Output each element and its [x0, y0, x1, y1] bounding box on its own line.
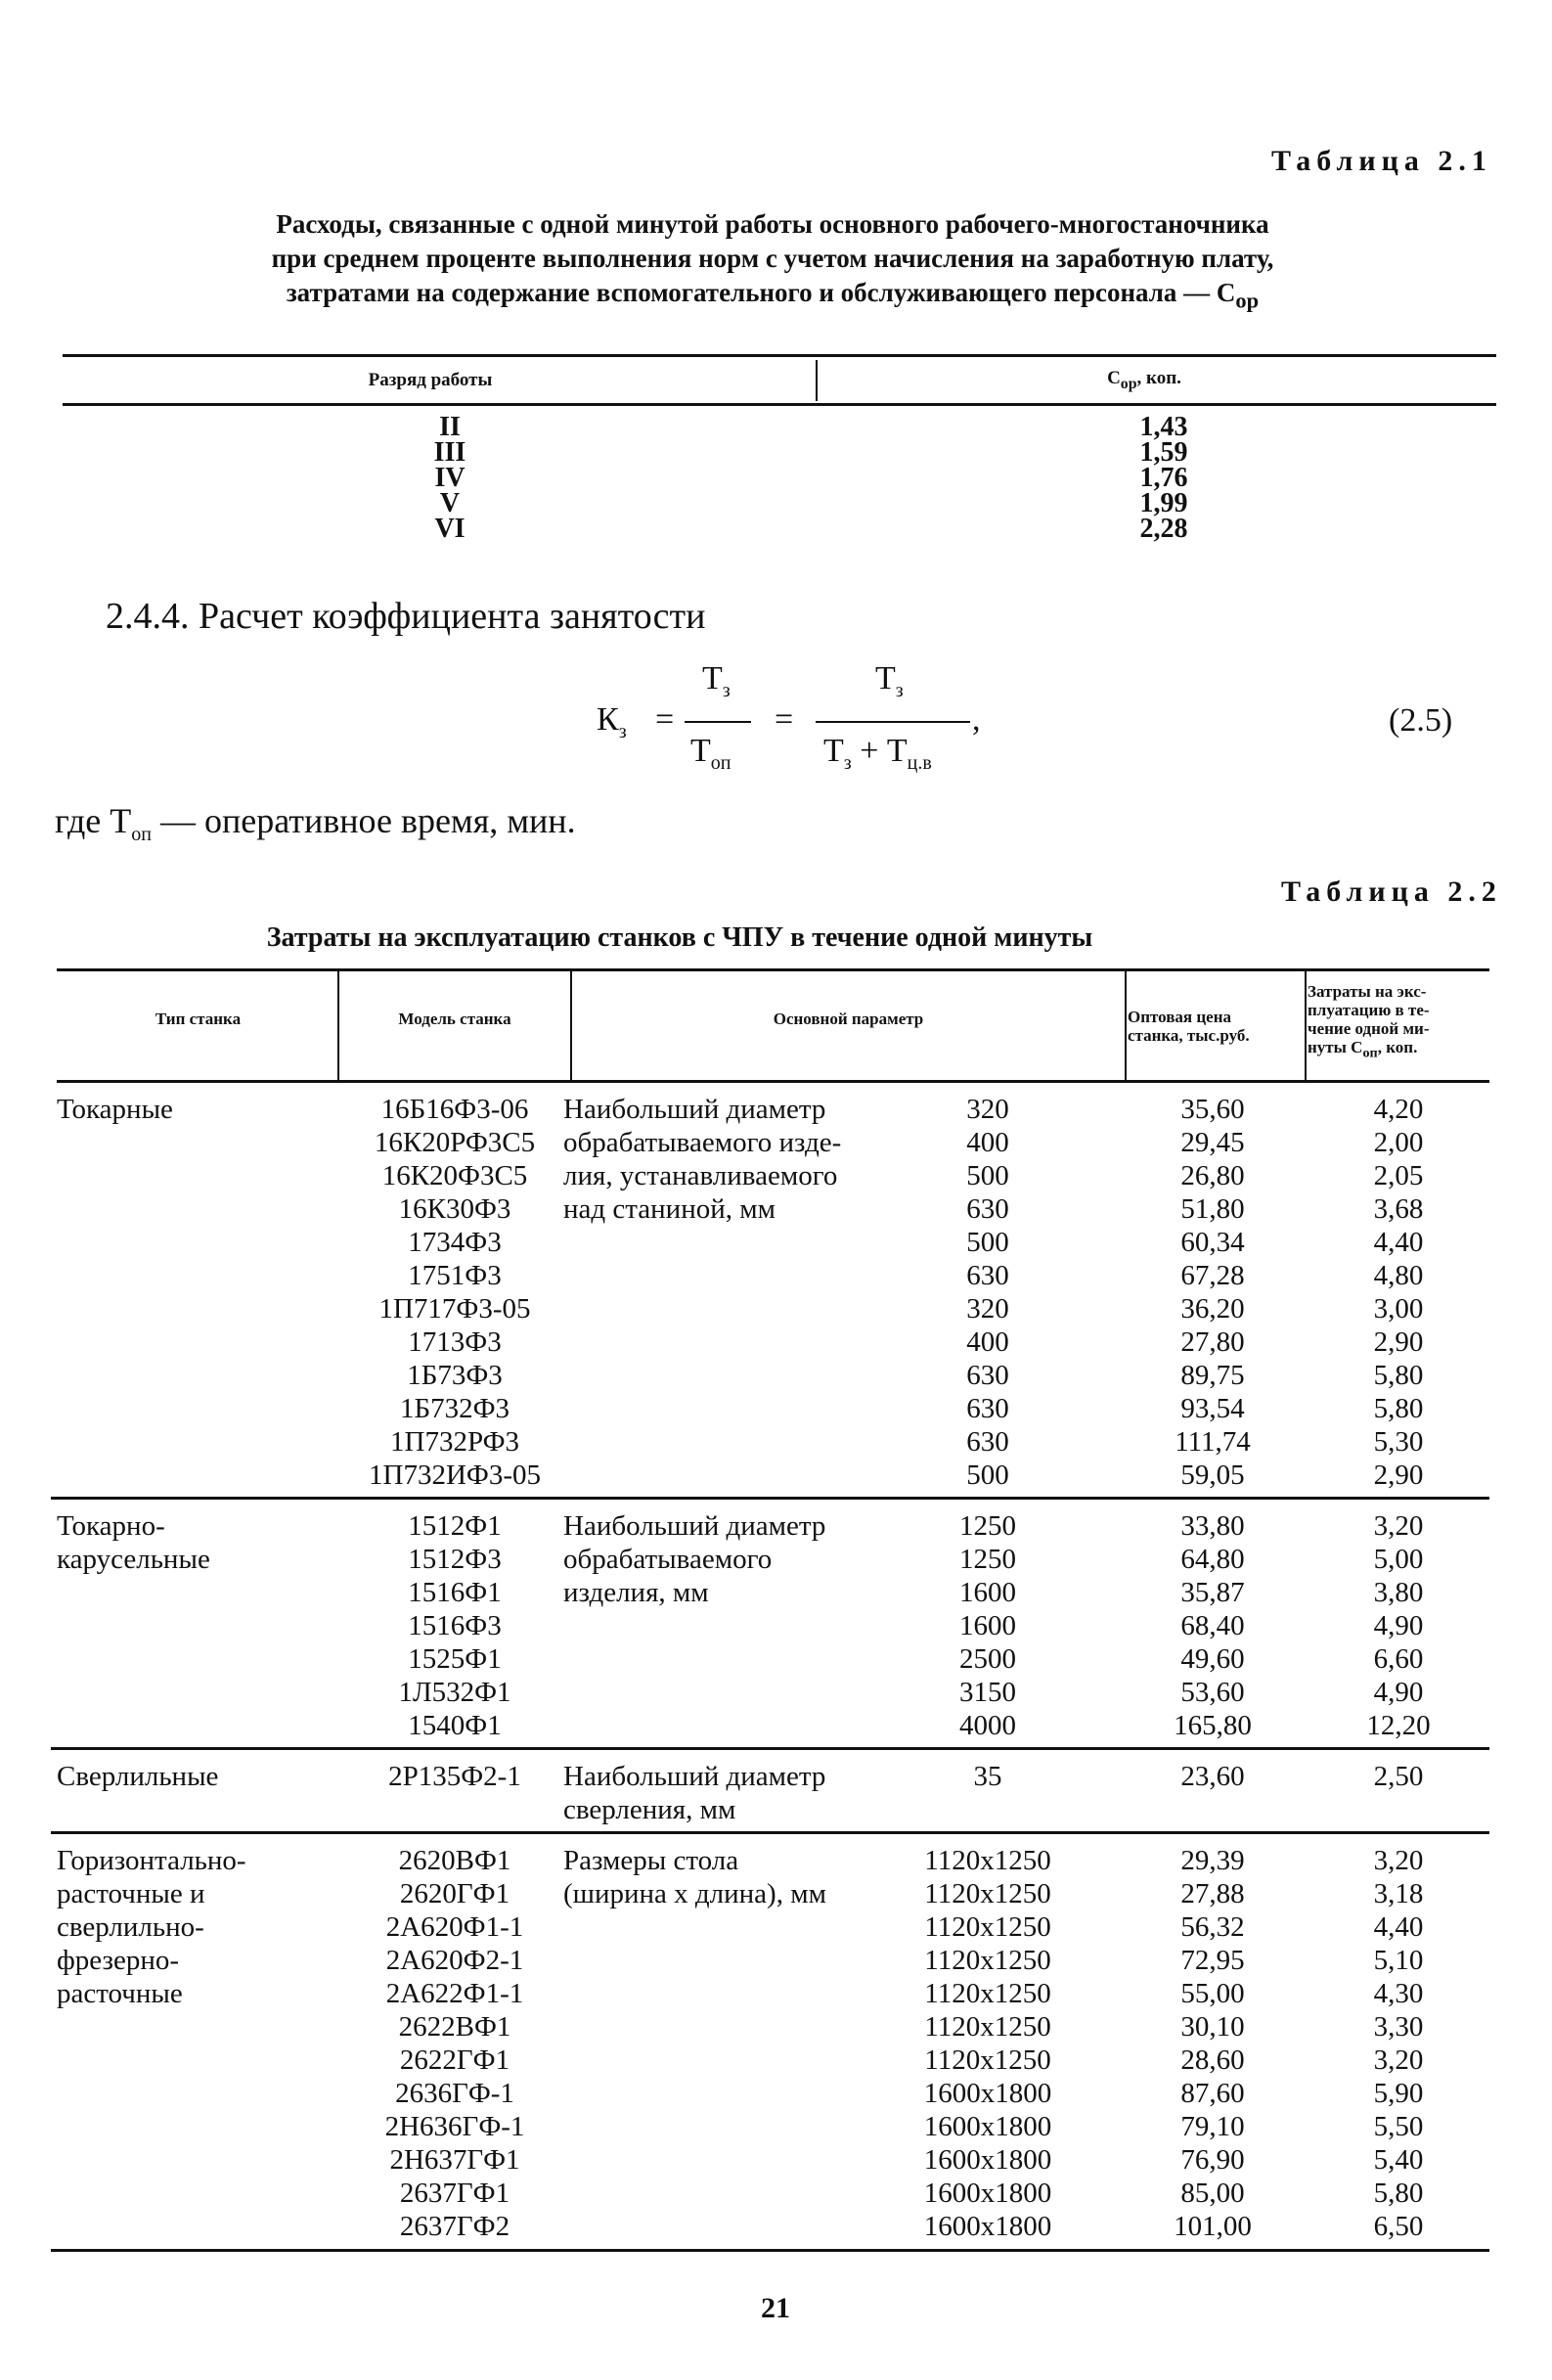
formula-eq-1: = — [655, 701, 675, 738]
formula-where-prefix: где Т — [55, 801, 132, 840]
table-row-cost: 5,80 — [1373, 1393, 1424, 1424]
table2-top-rule — [57, 968, 1489, 971]
table2-header-cost — [1308, 982, 1489, 1062]
table-row-param-value: 1120х1250 — [924, 1978, 1051, 2009]
table-row-param-value: 4000 — [959, 1710, 1016, 1741]
formula-where-line — [55, 800, 576, 846]
table-row-cost: 5,80 — [1373, 2178, 1424, 2209]
table-row-cost: 4,90 — [1373, 1610, 1424, 1641]
table-row-param-value: 320 — [966, 1293, 1009, 1325]
table-row-price: 29,45 — [1180, 1127, 1245, 1158]
table1-caption-line-1: Расходы, связанные с одной минутой работы основного рабочего-многостаночника — [276, 209, 1269, 239]
table-row-cost: 3,80 — [1373, 1577, 1424, 1608]
table-row-param-value: 1120х1250 — [924, 1911, 1051, 1943]
table-row-cost: 4,40 — [1373, 1227, 1424, 1258]
table-row-price: 55,00 — [1180, 1978, 1245, 2009]
table-row-param-value: 1120х1250 — [924, 2011, 1051, 2043]
formula-where-rest: — оперативное время, мин. — [151, 801, 576, 840]
table-row-model: 1Л532Ф1 — [398, 1677, 511, 1708]
formula-where-sub: оп — [131, 824, 152, 846]
table1-col-divider — [816, 360, 818, 401]
table-row-model: 16Б16Ф3-06 — [380, 1094, 529, 1125]
table2-vline-4 — [1305, 971, 1307, 1080]
table-row-cost: 5,10 — [1373, 1945, 1424, 1976]
machine-type-line: фрезерно- — [57, 1945, 180, 1976]
parameter-line: Наибольший диаметр — [563, 1510, 826, 1542]
table2-header-cost-line-3: чение одной ми- — [1308, 1019, 1430, 1038]
table-row-price: 53,60 — [1180, 1677, 1245, 1708]
table2-header-cost-line-2: плуатацию в те- — [1308, 1001, 1430, 1019]
table-row-price: 36,20 — [1180, 1293, 1245, 1325]
formula-eq-2: = — [775, 701, 794, 738]
table-row-param-value: 630 — [966, 1360, 1009, 1391]
table-row-cost: 5,80 — [1373, 1360, 1424, 1391]
page-number: 21 — [761, 2292, 790, 2324]
formula-numerator-1: $Т_з$ — [702, 660, 731, 701]
table-row-model: 1П732ИФ3-05 — [369, 1459, 541, 1491]
table-row-param-value: 500 — [966, 1160, 1009, 1191]
parameter-line: (ширина х длина), мм — [563, 1878, 826, 1909]
table1-value: 1,59 — [1139, 437, 1188, 468]
table1-grades — [391, 412, 509, 544]
table-row-param-value: 1250 — [959, 1544, 1016, 1575]
table-row-price: 59,05 — [1180, 1459, 1245, 1491]
table2-header-type: Тип станка — [155, 1010, 242, 1028]
table-row-cost: 3,20 — [1373, 2044, 1424, 2076]
table-row-price: 93,54 — [1180, 1393, 1245, 1424]
table-row-param-value: 400 — [966, 1127, 1009, 1158]
table-row-model: 2620ВФ1 — [398, 1845, 511, 1876]
table-row-param-value: 1120х1250 — [924, 1845, 1051, 1876]
table2-header-price-line-2: станка, тыс.руб. — [1128, 1026, 1250, 1045]
table-row-price: 89,75 — [1180, 1360, 1245, 1391]
machine-type-line: расточные и — [57, 1878, 205, 1909]
table-row-param-value: 320 — [966, 1094, 1009, 1125]
table-row-model: 2622ВФ1 — [398, 2011, 511, 2043]
table-row-param-value: 1120х1250 — [924, 2044, 1051, 2076]
machine-type-line: сверлильно- — [57, 1911, 204, 1943]
parameter-line: обрабатываемого — [563, 1544, 773, 1575]
table1-value: 1,76 — [1139, 463, 1188, 493]
table-row-model: 2Н636ГФ-1 — [384, 2111, 525, 2142]
table-row-model: 16К20Ф3С5 — [381, 1160, 528, 1191]
table-row-model: 2636ГФ-1 — [395, 2078, 514, 2109]
table-row-param-value: 500 — [966, 1227, 1009, 1258]
table-row-model: 1512Ф3 — [408, 1544, 502, 1575]
formula — [597, 660, 1007, 787]
table-row-model: 1516Ф3 — [408, 1610, 502, 1641]
parameter-line: Размеры стола — [563, 1845, 739, 1876]
table-row-cost: 3,68 — [1373, 1193, 1424, 1225]
table-row-cost: 4,40 — [1373, 1911, 1424, 1943]
table1-grade: VI — [434, 514, 466, 544]
table-row-price: 49,60 — [1180, 1643, 1245, 1675]
table-row-model: 1Б73Ф3 — [407, 1360, 503, 1391]
table1-col2-header-main: С — [1107, 368, 1121, 388]
table-row-model: 1734Ф3 — [408, 1227, 502, 1258]
group-divider-rule — [51, 1747, 1489, 1750]
formula-lhs: $К_з$ — [597, 701, 627, 742]
parameter-line: сверления, мм — [563, 1794, 736, 1825]
table-row-cost: 5,40 — [1373, 2144, 1424, 2176]
machine-type-line: карусельные — [57, 1544, 210, 1575]
table2-header-cost-line-1: Затраты на экс- — [1308, 982, 1427, 1001]
table1-grade: III — [433, 437, 466, 468]
table1-caption-line-2: при среднем проценте выполнения норм с учетом начисления на заработную плату, — [271, 244, 1274, 273]
table-row-price: 35,60 — [1180, 1094, 1245, 1125]
table2-title: Затраты на эксплуатацию станков с ЧПУ в течение одной минуты — [266, 922, 1093, 953]
machine-type-line: Токарно- — [57, 1510, 165, 1542]
table2-header-price — [1128, 1008, 1304, 1045]
table-row-param-value: 400 — [966, 1326, 1009, 1358]
table1-value: 1,43 — [1139, 412, 1188, 442]
table-row-model: 2А622Ф1-1 — [385, 1978, 524, 2009]
table-row-price: 30,10 — [1180, 2011, 1245, 2043]
table-row-model: 1540Ф1 — [408, 1710, 502, 1741]
table-row-price: 111,74 — [1175, 1426, 1251, 1458]
table-row-param-value: 35 — [973, 1761, 1002, 1792]
table-row-model: 1П732РФ3 — [390, 1426, 519, 1458]
table-row-param-value: 1600 — [959, 1610, 1016, 1641]
table-row-price: 26,80 — [1180, 1160, 1245, 1191]
table-row-price: 64,80 — [1180, 1544, 1245, 1575]
table-row-price: 27,88 — [1180, 1878, 1245, 1909]
table-row-cost: 5,90 — [1373, 2078, 1424, 2109]
parameter-line: обрабатываемого изде- — [563, 1127, 842, 1158]
table-row-cost: 3,00 — [1373, 1293, 1424, 1325]
formula-fraction-bar-2 — [816, 721, 970, 723]
parameter-line: над станиной, мм — [563, 1193, 776, 1225]
table-row-price: 56,32 — [1180, 1911, 1245, 1943]
formula-number: (2.5) — [1389, 702, 1453, 739]
table-row-cost: 4,90 — [1373, 1677, 1424, 1708]
table-row-cost: 5,30 — [1373, 1426, 1424, 1458]
table-row-cost: 4,80 — [1373, 1260, 1424, 1291]
table1-value: 2,28 — [1139, 514, 1188, 544]
table-row-param-value: 630 — [966, 1426, 1009, 1458]
table-row-cost: 2,90 — [1373, 1326, 1424, 1358]
table-row-model: 2Н637ГФ1 — [389, 2144, 520, 2176]
table-row-param-value: 3150 — [959, 1677, 1016, 1708]
table-row-param-value: 630 — [966, 1260, 1009, 1291]
table-row-cost: 5,00 — [1373, 1544, 1424, 1575]
table-row-cost: 12,20 — [1366, 1710, 1431, 1741]
table1-caption-line-3-text: затратами на содержание вспомогательного и обслуживающего персонала — С — [286, 278, 1236, 307]
table-row-param-value: 1600 — [959, 1577, 1016, 1608]
table-row-param-value: 1600х1800 — [923, 2111, 1052, 2142]
table1-grade: II — [439, 412, 461, 442]
table-row-param-value: 1120х1250 — [924, 1878, 1051, 1909]
table-row-model: 2637ГФ2 — [399, 2211, 510, 2242]
table-row-model: 16К20РФ3С5 — [374, 1127, 536, 1158]
table-row-param-value: 500 — [966, 1459, 1009, 1491]
table-row-price: 165,80 — [1174, 1710, 1252, 1741]
table-row-model: 16К30Ф3 — [398, 1193, 511, 1225]
table1-caption-line-3 — [98, 276, 1447, 317]
table1-value: 1,99 — [1139, 488, 1188, 518]
formula-denominator-2: $Т_з + Т_{ц.в}$ — [823, 733, 932, 774]
table-row-param-value: 1600х1800 — [923, 2078, 1052, 2109]
table2-bottom-rule — [51, 2249, 1489, 2252]
table1-col2-header — [1056, 368, 1232, 393]
table-row-model: 2637ГФ1 — [399, 2178, 510, 2209]
table-row-price: 68,40 — [1180, 1610, 1245, 1641]
table-row-price: 29,39 — [1180, 1845, 1245, 1876]
table-row-price: 85,00 — [1180, 2178, 1245, 2209]
table-row-cost: 3,20 — [1373, 1510, 1424, 1542]
table-row-price: 79,10 — [1180, 2111, 1245, 2142]
table1-caption-sub: ор — [1235, 288, 1260, 313]
table2-header-model: Модель станка — [398, 1010, 511, 1028]
table-row-price: 101,00 — [1174, 2211, 1252, 2242]
table-row-price: 33,80 — [1180, 1510, 1245, 1542]
table-row-cost: 2,05 — [1373, 1160, 1424, 1191]
table-row-model: 2А620Ф2-1 — [385, 1945, 524, 1976]
formula-comma: , — [972, 701, 981, 738]
table1-header-rule — [63, 403, 1496, 406]
formula-fraction-bar-1 — [685, 721, 751, 723]
table1-grade: IV — [434, 463, 466, 493]
table-row-model: 1Б732Ф3 — [399, 1393, 510, 1424]
table1-col2-header-rest: , коп. — [1136, 368, 1181, 388]
group-divider-rule — [51, 1497, 1489, 1500]
machine-type-line: Сверлильные — [57, 1761, 219, 1792]
table-row-cost: 3,18 — [1373, 1878, 1424, 1909]
table-row-param-value: 1600х1800 — [923, 2211, 1052, 2242]
table-row-param-value: 630 — [966, 1193, 1009, 1225]
table-row-cost: 4,30 — [1373, 1978, 1424, 2009]
table-row-price: 23,60 — [1180, 1761, 1245, 1792]
table-row-param-value: 1600х1800 — [923, 2178, 1052, 2209]
table1-grade: V — [439, 488, 461, 518]
formula-denominator-1: $Т_{оп}$ — [690, 733, 732, 774]
table-row-model: 1525Ф1 — [408, 1643, 502, 1675]
table1-col1-header: Разряд работы — [368, 370, 493, 390]
table2-label: Таблица 2.2 — [1281, 876, 1502, 908]
table-row-cost: 2,90 — [1373, 1459, 1424, 1491]
table-row-model: 2620ГФ1 — [399, 1878, 510, 1909]
table-row-cost: 6,50 — [1373, 2211, 1424, 2242]
table-row-param-value: 1600х1800 — [923, 2144, 1052, 2176]
table-row-price: 27,80 — [1180, 1326, 1245, 1358]
table-row-model: 1751Ф3 — [408, 1260, 502, 1291]
table-row-model: 2А620Ф1-1 — [385, 1911, 524, 1943]
table-row-cost: 5,50 — [1373, 2111, 1424, 2142]
table-row-price: 87,60 — [1180, 2078, 1245, 2109]
table-row-price: 60,34 — [1180, 1227, 1245, 1258]
parameter-line: Наибольший диаметр — [563, 1094, 826, 1125]
group-divider-rule — [51, 1831, 1489, 1834]
table-row-model: 1516Ф1 — [408, 1577, 502, 1608]
table-row-model: 1512Ф1 — [408, 1510, 502, 1542]
table-row-cost: 2,50 — [1373, 1761, 1424, 1792]
table-row-price: 76,90 — [1180, 2144, 1245, 2176]
table-row-cost: 4,20 — [1373, 1094, 1424, 1125]
table2-header-cost-line-4: нуты $С_{оп}$, коп. — [1308, 1038, 1418, 1061]
table2-header-rule — [57, 1080, 1489, 1083]
table-row-cost: 6,60 — [1373, 1643, 1424, 1675]
table1-values — [1105, 412, 1222, 544]
table-row-model: 1713Ф3 — [408, 1326, 502, 1358]
table-row-price: 67,28 — [1180, 1260, 1245, 1291]
machine-type-line: Токарные — [57, 1094, 173, 1125]
table-row-param-value: 1120х1250 — [924, 1945, 1051, 1976]
table-row-cost: 2,00 — [1373, 1127, 1424, 1158]
table1-caption — [98, 207, 1447, 317]
parameter-line: Наибольший диаметр — [563, 1761, 826, 1792]
section-heading: 2.4.4. Расчет коэффициента занятости — [106, 596, 706, 637]
table-row-cost: 3,20 — [1373, 1845, 1424, 1876]
table-row-model: 1П717Ф3-05 — [378, 1293, 531, 1325]
table-row-cost: 3,30 — [1373, 2011, 1424, 2043]
table2-header-price-line-1: Оптовая цена — [1128, 1008, 1231, 1026]
formula-numerator-2: $Т_з$ — [875, 660, 904, 701]
table-row-param-value: 1250 — [959, 1510, 1016, 1542]
table1-col2-header-sub: ор — [1120, 375, 1137, 392]
table1-label: Таблица 2.1 — [1271, 145, 1492, 177]
parameter-line: изделия, мм — [563, 1577, 709, 1608]
table-row-model: 2622ГФ1 — [399, 2044, 510, 2076]
table2-vline-3 — [1125, 971, 1127, 1080]
table-row-price: 72,95 — [1180, 1945, 1245, 1976]
table-row-param-value: 2500 — [959, 1643, 1016, 1675]
table2-header-param: Основной параметр — [773, 1010, 924, 1028]
machine-type-line: расточные — [57, 1978, 183, 2009]
table-row-model: 2Р135Ф2-1 — [388, 1761, 521, 1792]
table-row-price: 35,87 — [1180, 1577, 1245, 1608]
table1-top-rule — [63, 354, 1496, 357]
machine-type-line: Горизонтально- — [57, 1845, 246, 1876]
table-row-price: 51,80 — [1180, 1193, 1245, 1225]
table-row-price: 28,60 — [1180, 2044, 1245, 2076]
parameter-line: лия, устанавливаемого — [563, 1160, 838, 1191]
table-row-param-value: 630 — [966, 1393, 1009, 1424]
